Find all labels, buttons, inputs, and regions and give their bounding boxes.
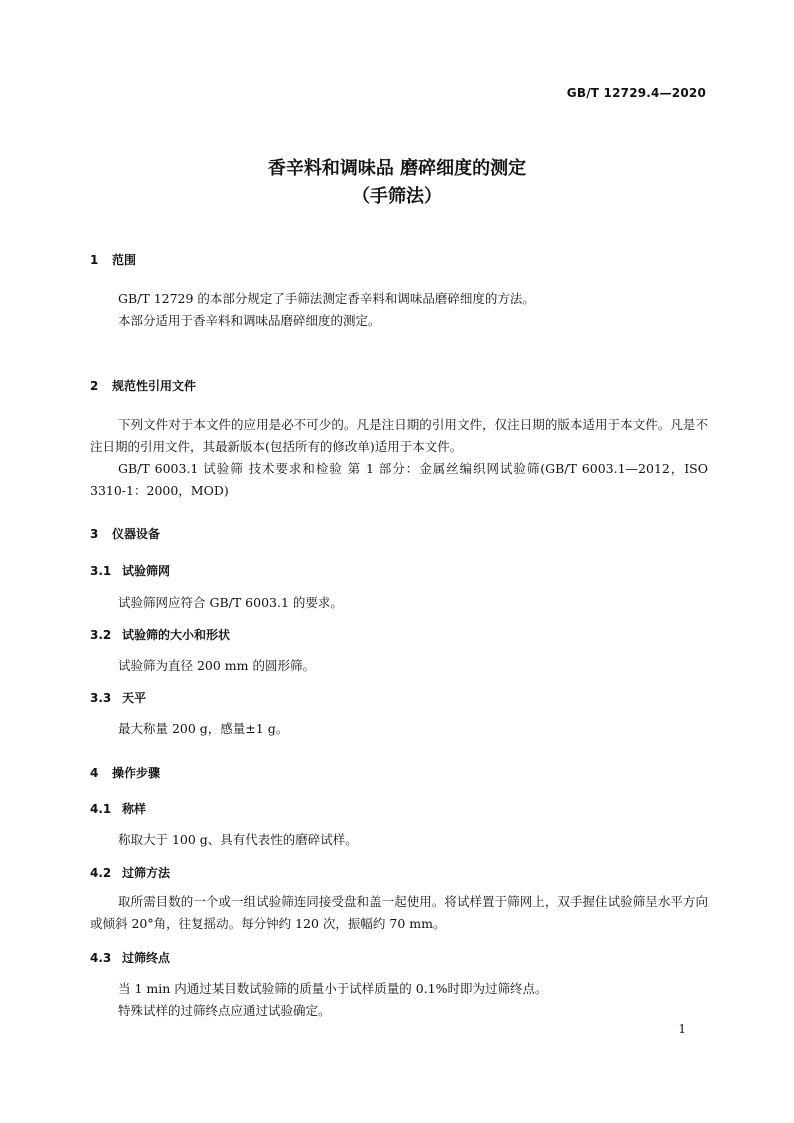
section-1-heading	[90, 251, 136, 268]
subsection-title: 试验筛的大小和形状	[122, 628, 231, 642]
paragraph: 下列文件对于本文件的应用是必不可少的。凡是注日期的引用文件，仅注日期的版本适用于本文件。凡是不注日期的引用文件，其最新版本(包括所有的修改单)适用于本文件。	[90, 417, 708, 454]
section-title: 规范性引用文件	[112, 379, 197, 393]
section-number: 3	[90, 527, 99, 541]
paragraph: 最大称量 200 g，感量±1 g。	[118, 721, 289, 736]
page-number: 1	[678, 1022, 686, 1036]
section-title: 范围	[112, 253, 137, 267]
paragraph: 称取大于 100 g、具有代表性的磨碎试样。	[118, 832, 358, 847]
section-number: 1	[90, 253, 99, 267]
document-subtitle: （手筛法）	[352, 186, 442, 207]
subsection-number: 3.1	[90, 564, 112, 578]
subsection-title: 称样	[122, 802, 147, 816]
paragraph: GB/T 12729 的本部分规定了手筛法测定香辛料和调味品磨碎细度的方法。	[118, 291, 535, 306]
paragraph: 试验筛为直径 200 mm 的圆形筛。	[118, 658, 315, 673]
subsection-4-2-heading	[90, 864, 170, 881]
subsection-number: 3.3	[90, 691, 112, 705]
section-3-heading	[90, 525, 160, 542]
subsection-number: 4.2	[90, 866, 112, 880]
paragraph: 本部分适用于香辛料和调味品磨碎细度的测定。	[118, 313, 381, 328]
subsection-4-3-heading	[90, 949, 170, 966]
paragraph: 当 1 min 内通过某目数试验筛的质量小于试样质量的 0.1%时即为过筛终点。	[118, 981, 548, 996]
document-title: 香辛料和调味品 磨碎细度的测定	[267, 158, 527, 179]
paragraph: 取所需目数的一个或一组试验筛连同接受盘和盖一起使用。将试样置于筛网上，双手握住试验筛呈水平方向或倾斜 20°角，往复摇动。每分钟约 120 次，振幅约 70 mm。	[90, 894, 708, 931]
section-title: 操作步骤	[112, 766, 161, 780]
subsection-number: 4.3	[90, 951, 112, 965]
paragraph: GB/T 6003.1 试验筛 技术要求和检验 第 1 部分：金属丝编织网试验筛(GB/T 6003.1—2012，ISO 3310-1：2000，MOD)	[90, 461, 708, 498]
section-2-heading	[90, 377, 196, 394]
section-4-heading	[90, 764, 160, 781]
section-number: 4	[90, 766, 99, 780]
subsection-number: 3.2	[90, 628, 112, 642]
paragraph: 试验筛网应符合 GB/T 6003.1 的要求。	[118, 595, 343, 610]
subsection-title: 过筛终点	[122, 951, 171, 965]
section-title: 仪器设备	[112, 527, 161, 541]
section-number: 2	[90, 379, 99, 393]
subsection-title: 试验筛网	[122, 564, 171, 578]
subsection-3-3-heading	[90, 689, 146, 706]
document-code: GB/T 12729.4—2020	[566, 86, 706, 100]
subsection-3-2-heading	[90, 626, 230, 643]
subsection-3-1-heading	[90, 562, 170, 579]
subsection-number: 4.1	[90, 802, 112, 816]
subsection-title: 天平	[122, 691, 147, 705]
subsection-title: 过筛方法	[122, 866, 171, 880]
subsection-4-1-heading	[90, 800, 146, 817]
paragraph: 特殊试样的过筛终点应通过试验确定。	[118, 1003, 331, 1018]
